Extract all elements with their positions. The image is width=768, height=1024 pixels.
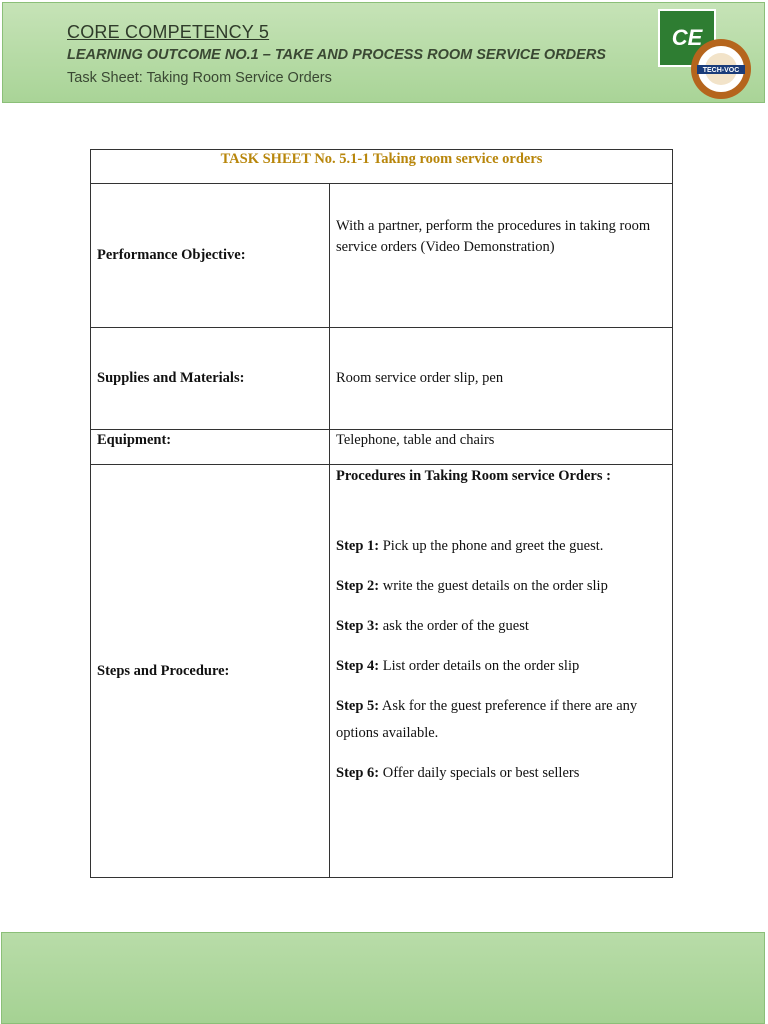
step-item: Step 4: List order details on the order slip [336, 658, 580, 674]
performance-objective-label: Performance Objective: [91, 184, 330, 328]
step-item: Step 5: Ask for the guest preference if there are any options available. [336, 698, 638, 741]
cebu-logo-icon: CE [658, 9, 716, 67]
performance-objective-value: With a partner, perform the procedures in taking room service orders (Video Demonstration) [330, 184, 673, 328]
supplies-label: Supplies and Materials: [91, 328, 330, 430]
step-item: Step 2: write the guest details on the order slip [336, 578, 608, 594]
task-sheet-subtitle: Task Sheet: Taking Room Service Orders [67, 70, 332, 86]
step-item: Step 3: ask the order of the guest [336, 618, 529, 634]
equipment-value: Telephone, table and chairs [330, 430, 673, 465]
supplies-value: Room service order slip, pen [330, 328, 673, 430]
task-sheet-heading: TASK SHEET No. 5.1-1 Taking room service orders [91, 150, 673, 184]
core-competency-title: CORE COMPETENCY 5 [67, 22, 270, 42]
task-sheet-table [90, 149, 673, 878]
learning-outcome: LEARNING OUTCOME NO.1 – TAKE AND PROCESS ROOM SERVICE ORDERS [67, 47, 606, 63]
step-item: Step 1: Pick up the phone and greet the guest. [336, 538, 604, 554]
techvoc-seal-icon [689, 37, 753, 101]
page-header [2, 2, 765, 103]
page-footer [1, 932, 765, 1024]
steps-cell [330, 465, 673, 878]
steps-label: Steps and Procedure: [91, 465, 330, 878]
procedure-title: Procedures in Taking Room service Orders : [336, 468, 611, 484]
svg-text:TECH-VOC: TECH-VOC [702, 67, 740, 74]
step-item: Step 6: Offer daily specials or best sellers [336, 765, 580, 781]
equipment-label: Equipment: [91, 430, 330, 465]
